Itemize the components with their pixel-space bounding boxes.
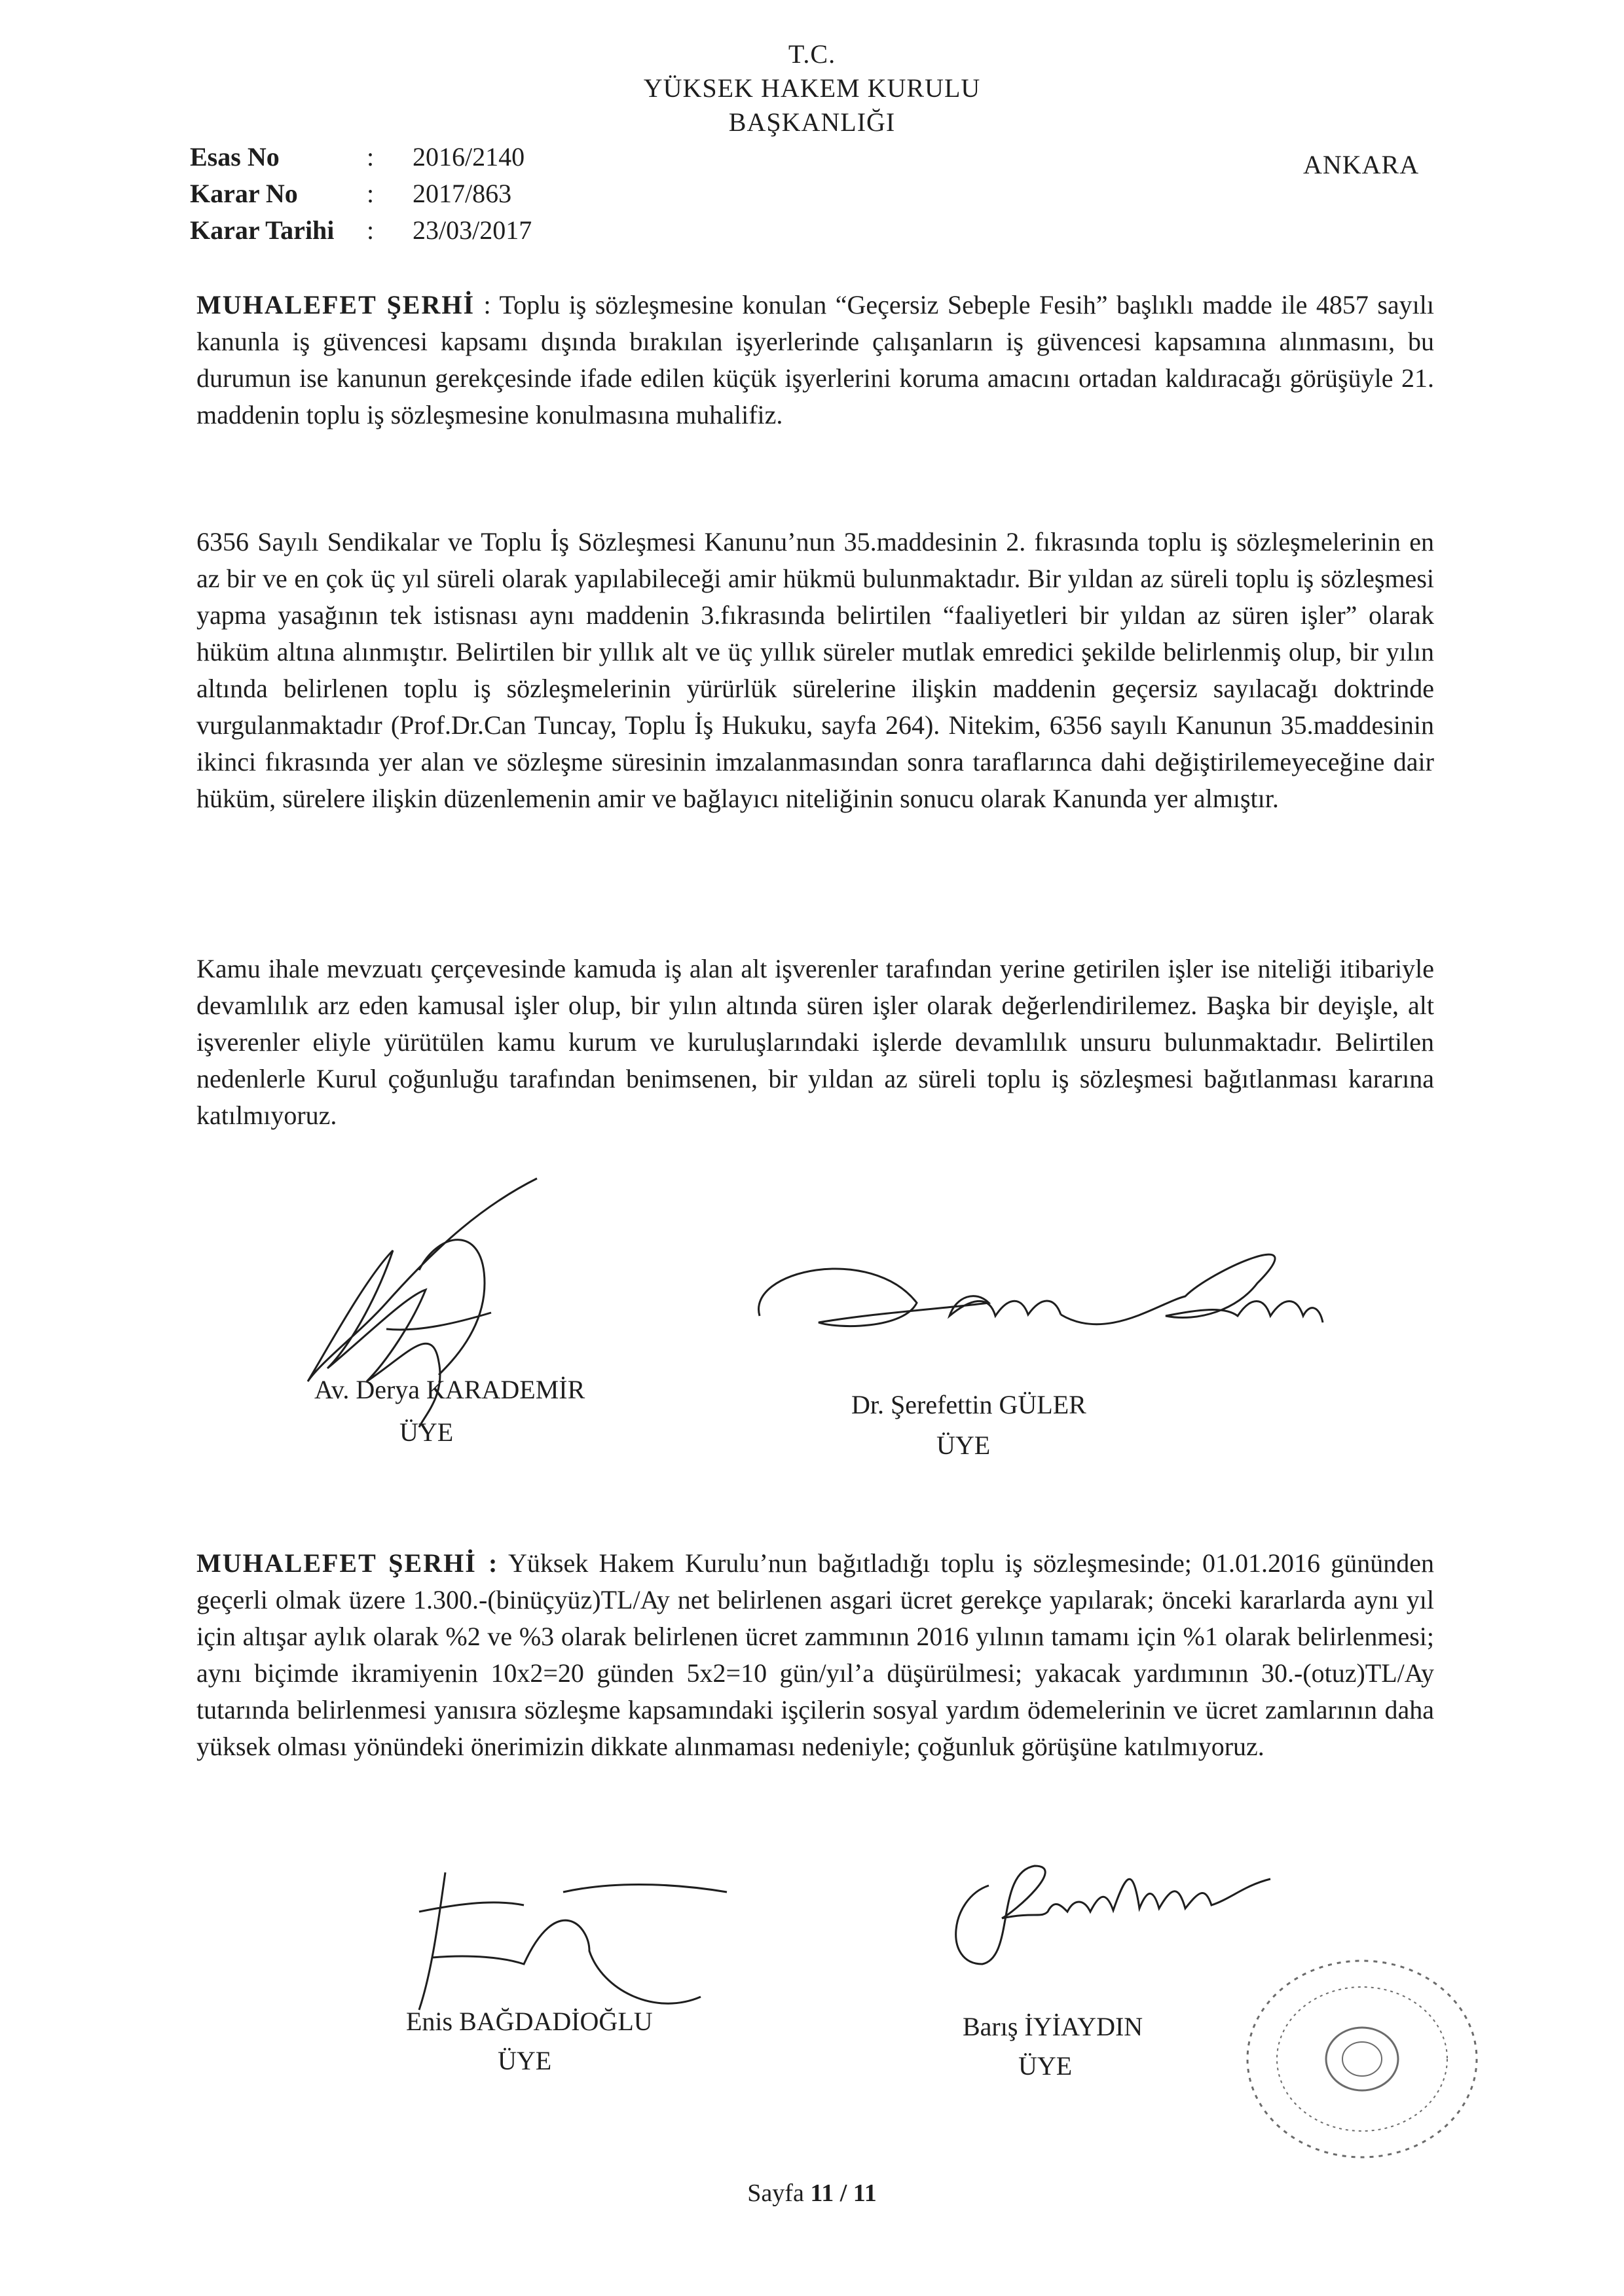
case-metadata	[190, 139, 532, 249]
meta-sep: :	[367, 142, 375, 172]
dissent1-paragraph-2: 6356 Sayılı Sendikalar ve Toplu İş Sözleşmesi Kanunu’nun 35.maddesinin 2. fıkrasında toplu iş sözleşmelerinin en az bir ve en çok üç yıl süreli olarak yapılabileceği amir hükmü bulunmaktadır. Bir yıldan az süreli toplu iş sözleşmesi yapma yasağının tek istisnası aynı maddenin 3.fıkrasında belirtilen “faaliyetleri bir yıldan az süren işler” olarak hüküm altına alınmıştır. Belirtilen bir yıllık alt ve üç yıllık süreler mutlak emredici şekilde belirlenmiş olup, bir yılın altında belirlenen toplu iş sözleşmelerinin yürürlük sürelerine ilişkin maddenin geçersiz sayılacağı doktrinde vurgulanmaktadır (Prof.Dr.Can Tuncay, Toplu İş Hukuku, sayfa 264). Nitekim, 6356 sayılı Kanunun 35.maddesinin ikinci fıkrasında yer alan ve sözleşme süresinin imzalanmasından sonra taraflarınca dahi değiştirilemeyeceğine dair hüküm, sürelere ilişkin düzenlemenin amir ve bağlayıcı niteliğinin sonucu olarak Kanunda yer almıştır.	[196, 527, 1434, 813]
dissent1-label: MUHALEFET ŞERHİ	[196, 290, 475, 319]
signatory3-title: ÜYE	[498, 2046, 552, 2075]
dissent1-intro-text: : Toplu iş sözleşmesine konulan “Geçersiz Sebeple Fesih” başlıklı madde ile 4857 sayılı kanunla iş güvencesi kapsamı dışında bırakılan işyerlerinde çalışanların iş güvencesi kapsamına alınmasını, bu durumun ise kanunun gerekçesinde ifade edilen küçük işyerlerini koruma amacını ortadan kaldıracağı görüşüyle 21. maddenin toplu iş sözleşmesine konulmasına muhalifiz.	[196, 290, 1434, 429]
meta-row-karar	[190, 175, 532, 212]
signatory1-name: Av. Derya KARADEMİR	[314, 1375, 585, 1404]
official-seal	[1238, 1951, 1486, 2167]
dissent2-text	[196, 1545, 1434, 1765]
dissent2-label: MUHALEFET ŞERHİ :	[196, 1548, 499, 1578]
meta-value: 2017/863	[413, 179, 512, 208]
meta-value: 23/03/2017	[413, 215, 532, 245]
city-label: ANKARA	[1303, 150, 1420, 179]
dissent1-paragraph-3: Kamu ihale mevzuatı çerçevesinde kamuda iş alan alt işverenler tarafından yerine getirilen işler ise niteliği itibariyle devamlılık arz eden kamusal işler olup, bir yılın altında süren işler olarak değerlendirilemez. Başka bir deyişle, alt işverenler eliyle yürütülen kamu kurum ve kuruluşlarındaki işlerde devamlılık unsuru bulunmaktadır. Belirtilen nedenlerle Kurul çoğunluğu tarafından benimsenen, bir yıldan az süreli toplu iş sözleşmesi bağıtlanması kararına katılmıyoruz.	[196, 954, 1434, 1130]
page-number	[0, 2179, 1624, 2208]
signatory3-name: Enis BAĞDADİOĞLU	[406, 2007, 653, 2036]
header-institution: YÜKSEK HAKEM KURULU	[643, 73, 981, 103]
signatory4-title: ÜYE	[1018, 2051, 1073, 2081]
signatory2-name: Dr. Şerefettin GÜLER	[851, 1390, 1086, 1419]
page-number-value: 11 / 11	[810, 2179, 877, 2207]
signatory2-title: ÜYE	[936, 1430, 991, 1460]
meta-sep: :	[367, 179, 375, 208]
header-presidency: BAŞKANLIĞI	[728, 107, 896, 137]
meta-label: Karar No	[190, 179, 298, 208]
dissent1-intro	[196, 287, 1434, 433]
header-tc: T.C.	[788, 39, 836, 69]
page-number-prefix: Sayfa	[747, 2179, 811, 2207]
meta-label: Karar Tarihi	[190, 215, 335, 245]
meta-row-tarih	[190, 212, 532, 249]
signature-guler	[740, 1231, 1329, 1388]
meta-row-esas	[190, 139, 532, 175]
meta-sep: :	[367, 215, 375, 245]
meta-value: 2016/2140	[413, 142, 525, 172]
signatory4-name: Barış İYİAYDIN	[963, 2012, 1143, 2041]
dissent2-body: Yüksek Hakem Kurulu’nun bağıtladığı toplu iş sözleşmesinde; 01.01.2016 gününden geçerli olmak üzere 1.300.-(binüçyüz)TL/Ay net belirlenen asgari ücret gerekçe yapılarak; önceki kararlarda aynı yıl için altışar aylık olarak %2 ve %3 olarak belirlenen ücret zammının 2016 yılının tamamı için %1 olarak belirlenmesi; aynı biçimde ikramiyenin 10x2=20 günden 5x2=10 gün/yıl’a düşürülmesi; yakacak yardımının 30.-(otuz)TL/Ay tutarında belirlenmesi yanısıra sözleşme kapsamındaki işçilerin sosyal yardım ödemelerinin ve ücret zamlarının daha yüksek olması yönündeki önerimizin dikkate alınmaması nedeniyle; çoğunluk görüşüne katılmıyoruz.	[196, 1548, 1434, 1761]
signature-bagdadioglu	[393, 1866, 733, 2023]
meta-label: Esas No	[190, 142, 280, 172]
signatory1-title: ÜYE	[399, 1417, 454, 1447]
